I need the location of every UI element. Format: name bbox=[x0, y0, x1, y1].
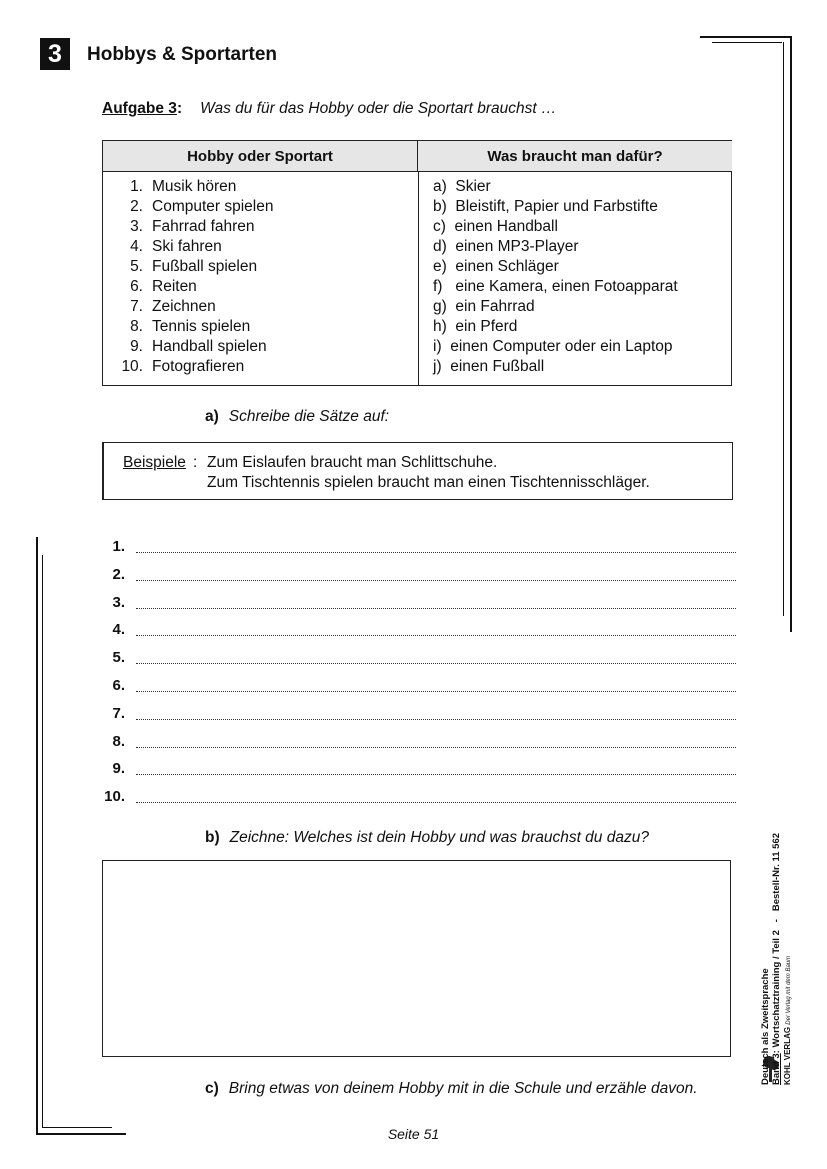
example-label: Beispiele bbox=[123, 454, 186, 471]
hobby-number: 6. bbox=[130, 278, 143, 295]
answer-line[interactable] bbox=[100, 705, 740, 727]
frame-left-line-2 bbox=[42, 555, 43, 1128]
answer-dotted-line[interactable] bbox=[136, 635, 736, 636]
answer-number: 10. bbox=[104, 788, 125, 805]
hobby-text: Fußball spielen bbox=[152, 258, 258, 275]
hobby-text: Musik hören bbox=[152, 178, 237, 195]
hobby-item bbox=[103, 177, 236, 197]
table-header-hobby: Hobby oder Sportart bbox=[103, 141, 418, 172]
hobby-item bbox=[103, 197, 273, 217]
need-item: b) Bleistift, Papier und Farbstifte bbox=[433, 198, 658, 215]
imprint-band-rest: : Wortschatztraining / Teil 2 - Bestell-Nr. 11 562 bbox=[771, 832, 782, 1054]
example-box bbox=[102, 442, 733, 500]
answer-line[interactable] bbox=[100, 594, 740, 616]
need-item: e) einen Schläger bbox=[433, 258, 559, 275]
table-column-divider bbox=[418, 172, 419, 386]
imprint-band: Band 3 bbox=[771, 1053, 782, 1085]
hobby-number: 10. bbox=[121, 358, 143, 375]
answer-line[interactable] bbox=[100, 621, 740, 643]
answer-line[interactable] bbox=[100, 788, 740, 810]
need-item: g) ein Fahrrad bbox=[433, 298, 535, 315]
answer-line[interactable] bbox=[100, 566, 740, 588]
example-colon: : bbox=[193, 454, 198, 471]
hobby-number: 7. bbox=[130, 298, 143, 315]
example-line: Zum Eislaufen braucht man Schlittschuhe. bbox=[207, 454, 498, 471]
subtask-c-text: Bring etwas von deinem Hobby mit in die Schule und erzähle davon. bbox=[228, 1080, 698, 1097]
answer-line[interactable] bbox=[100, 649, 740, 671]
frame-right-line-1 bbox=[790, 36, 792, 632]
task-line bbox=[102, 100, 557, 118]
hobby-item bbox=[103, 297, 216, 317]
hobby-number: 4. bbox=[130, 238, 143, 255]
hobby-text: Computer spielen bbox=[152, 198, 274, 215]
answer-line[interactable] bbox=[100, 733, 740, 755]
hobby-item bbox=[103, 317, 250, 337]
hobby-matching-table bbox=[102, 140, 732, 386]
page-number: Seite 51 bbox=[387, 1126, 440, 1142]
answer-number: 7. bbox=[112, 705, 125, 722]
need-item: d) einen MP3-Player bbox=[433, 238, 579, 255]
need-item: c) einen Handball bbox=[433, 218, 558, 235]
subtask-a-text: Schreibe die Sätze auf: bbox=[228, 408, 390, 425]
hobby-number: 3. bbox=[130, 218, 143, 235]
subtask-c-letter: c) bbox=[205, 1080, 219, 1097]
hobby-number: 1. bbox=[130, 178, 143, 195]
answer-number: 4. bbox=[112, 621, 125, 638]
answer-line[interactable] bbox=[100, 677, 740, 699]
answer-dotted-line[interactable] bbox=[136, 663, 736, 664]
hobby-number: 2. bbox=[130, 198, 143, 215]
subtask-a-letter: a) bbox=[205, 408, 219, 425]
answer-dotted-line[interactable] bbox=[136, 552, 736, 553]
drawing-area[interactable] bbox=[102, 860, 731, 1057]
frame-left-line-1 bbox=[36, 537, 38, 1135]
hobby-number: 8. bbox=[130, 318, 143, 335]
hobby-text: Fahrrad fahren bbox=[152, 218, 255, 235]
example-line: Zum Tischtennis spielen braucht man einen Tischtennisschläger. bbox=[207, 474, 650, 491]
hobby-text: Fotografieren bbox=[152, 358, 245, 375]
frame-top-right-line-1 bbox=[700, 36, 791, 38]
answer-dotted-line[interactable] bbox=[136, 580, 736, 581]
answer-line[interactable] bbox=[100, 538, 740, 560]
answer-number: 6. bbox=[112, 677, 125, 694]
imprint-publisher-name: KOHL VERLAG bbox=[783, 1026, 792, 1085]
answer-number: 8. bbox=[112, 733, 125, 750]
hobby-item bbox=[103, 237, 222, 257]
hobby-item bbox=[103, 337, 267, 357]
frame-top-right-line-2 bbox=[712, 42, 782, 43]
hobby-text: Ski fahren bbox=[152, 238, 222, 255]
subtask-a bbox=[205, 408, 389, 426]
answer-number: 2. bbox=[112, 566, 125, 583]
answer-number: 9. bbox=[112, 760, 125, 777]
need-item: a) Skier bbox=[433, 178, 491, 195]
need-item: i) einen Computer oder ein Laptop bbox=[433, 338, 673, 355]
hobby-number: 9. bbox=[130, 338, 143, 355]
subtask-c bbox=[205, 1080, 698, 1098]
answer-dotted-line[interactable] bbox=[136, 691, 736, 692]
answer-number: 1. bbox=[112, 538, 125, 555]
publisher-imprint bbox=[760, 833, 795, 1085]
answer-number: 3. bbox=[112, 594, 125, 611]
answer-dotted-line[interactable] bbox=[136, 608, 736, 609]
subtask-b-text: Zeichne: Welches ist dein Hobby und was brauchst du dazu? bbox=[229, 829, 649, 846]
need-item: j) einen Fußball bbox=[433, 358, 545, 375]
hobby-item bbox=[103, 277, 197, 297]
answer-number: 5. bbox=[112, 649, 125, 666]
hobby-number: 5. bbox=[130, 258, 143, 275]
imprint-line-2 bbox=[771, 833, 782, 1085]
table-header-needs: Was braucht man dafür? bbox=[418, 141, 732, 172]
hobby-item bbox=[103, 257, 257, 277]
answer-dotted-line[interactable] bbox=[136, 719, 736, 720]
task-instruction: Was du für das Hobby oder die Sportart brauchst … bbox=[200, 100, 557, 117]
answer-dotted-line[interactable] bbox=[136, 747, 736, 748]
need-item: f) eine Kamera, einen Fotoapparat bbox=[433, 278, 678, 295]
frame-right-line-2 bbox=[783, 42, 784, 616]
chapter-title: Hobbys & Sportarten bbox=[87, 44, 278, 65]
task-colon: : bbox=[176, 100, 183, 117]
subtask-b-letter: b) bbox=[205, 829, 220, 846]
imprint-tagline: Der Verlag mit dem Baum bbox=[786, 955, 792, 1025]
answer-dotted-line[interactable] bbox=[136, 802, 736, 803]
hobby-text: Tennis spielen bbox=[152, 318, 251, 335]
task-label: Aufgabe 3 bbox=[102, 100, 177, 117]
hobby-item bbox=[103, 217, 255, 237]
hobby-item bbox=[103, 357, 244, 377]
imprint-line-1: Deutsch als Zweitsprache bbox=[760, 968, 771, 1085]
subtask-b bbox=[205, 829, 649, 847]
hobby-text: Reiten bbox=[152, 278, 197, 295]
hobby-text: Zeichnen bbox=[152, 298, 216, 315]
imprint-publisher bbox=[782, 833, 795, 1085]
hobby-text: Handball spielen bbox=[152, 338, 267, 355]
need-item: h) ein Pferd bbox=[433, 318, 518, 335]
chapter-number-badge: 3 bbox=[40, 38, 70, 70]
answer-line[interactable] bbox=[100, 760, 740, 782]
answer-dotted-line[interactable] bbox=[136, 774, 736, 775]
